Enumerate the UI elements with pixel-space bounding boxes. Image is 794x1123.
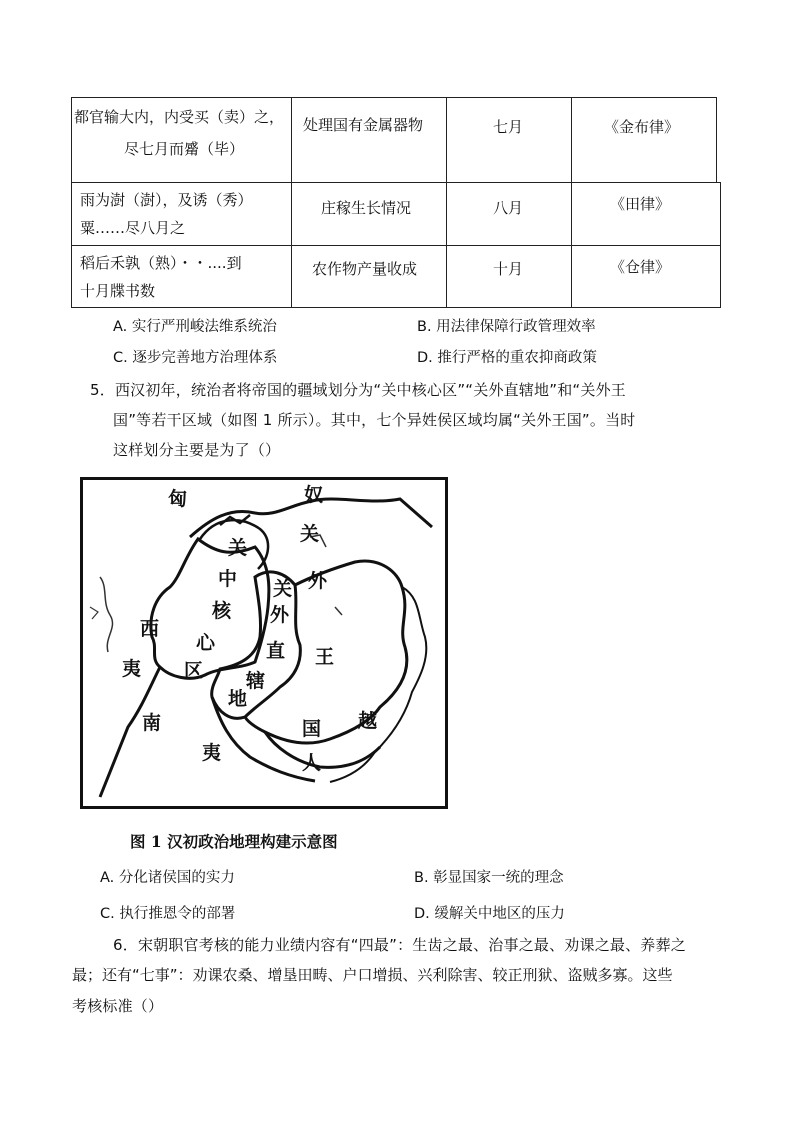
row-2-month-text: 八月	[493, 199, 524, 217]
q6-line-2: 最；还有“七事”：劝课农桑、增垦田畴、户口增损、兴利除害、较正刑狱、盗贼多寡。这些	[72, 966, 673, 984]
row-1-content-text: 处理国有金属器物	[303, 116, 424, 134]
table-row-2-law	[571, 182, 721, 246]
row-1-text-line-1: 都官输大内，内受买（卖）之，	[74, 108, 285, 126]
q4-option-c: C. 逐步完善地方治理体系	[113, 350, 278, 366]
map-label-xiyi-1: 西	[140, 618, 160, 640]
map-label-yue-2: 人	[302, 752, 322, 774]
han-political-map	[80, 477, 448, 809]
q5-line-3: 这样划分主要是为了（）	[113, 441, 281, 459]
map-label-nanyi-2: 夷	[202, 742, 222, 764]
map-label-guanwai-direct-2: 外	[270, 604, 290, 626]
map-label-guanwai-kingdoms-3: 王	[315, 646, 335, 668]
table-row-1-law	[571, 97, 717, 183]
q4-option-d: D. 推行严格的重农抑商政策	[417, 350, 597, 366]
map-label-yue-1: 越	[358, 710, 378, 732]
map-label-guanwai-kingdoms-2: 外	[308, 570, 328, 592]
map-label-xiongnu-2: 奴	[304, 484, 324, 506]
map-label-xiyi-2: 夷	[122, 658, 142, 680]
q4-option-b: B. 用法律保障行政管理效率	[417, 319, 596, 335]
q5-option-a: A. 分化诸侯国的实力	[100, 870, 235, 886]
q5-option-d: D. 缓解关中地区的压力	[414, 906, 565, 922]
map-label-guanzhong-1: 关	[228, 537, 248, 559]
row-2-text-line-2: 粟……尽八月之	[80, 219, 186, 237]
q5-line-1: 5．西汉初年，统治者将帝国的疆域划分为“关中核心区”“关外直辖地”和“关外王	[90, 381, 627, 399]
map-caption: 图 1 汉初政治地理构建示意图	[130, 832, 338, 851]
row-1-law-text: 《金布律》	[604, 118, 680, 136]
table-row-3-content	[291, 245, 447, 308]
q5-option-c: C. 执行推恩令的部署	[100, 906, 236, 922]
table-row-1-month	[446, 97, 572, 183]
row-1-month-text: 七月	[493, 118, 524, 136]
q6-line-3: 考核标准（）	[72, 997, 164, 1015]
map-label-guanzhong-2: 中	[218, 568, 238, 590]
table-row-2-content	[291, 182, 447, 246]
map-label-nanyi-1: 南	[142, 712, 162, 734]
table-row-3-text	[71, 245, 292, 308]
row-3-text-line-2: 十月牒书数	[80, 282, 156, 300]
map-label-guanwai-direct-1: 关	[273, 578, 293, 600]
map-label-guanwai-kingdoms-1: 关	[300, 523, 320, 545]
map-label-guanwai-kingdoms-4: 国	[302, 718, 322, 740]
table-row-3-law	[571, 245, 721, 308]
map-border	[82, 479, 447, 808]
table-row-1-content	[291, 97, 447, 183]
q4-option-a: A. 实行严刑峻法维系统治	[113, 319, 277, 335]
map-label-guanwai-direct-5: 地	[228, 688, 248, 710]
row-2-content-text: 庄稼生长情况	[321, 199, 412, 217]
map-label-guanwai-direct-4: 辖	[246, 670, 266, 692]
table-row-1-text	[71, 97, 292, 183]
map-label-guanzhong-4: 心	[196, 632, 216, 654]
row-1-text-line-2: 尽七月而觱（毕）	[124, 140, 245, 158]
map-label-guanzhong-5: 区	[184, 660, 204, 682]
map-svg	[80, 477, 448, 809]
table-row-2-month	[446, 182, 572, 246]
table-row-3-month	[446, 245, 572, 308]
row-3-law-text: 《仓律》	[610, 258, 671, 276]
map-label-guanzhong-3: 核	[212, 600, 232, 622]
row-3-month-text: 十月	[493, 260, 524, 278]
map-label-guanwai-direct-3: 直	[266, 640, 286, 662]
q5-option-b: B. 彰显国家一统的理念	[414, 870, 564, 886]
row-3-text-line-1: 稻后禾孰（熟）・・....到	[80, 254, 242, 272]
q6-line-1: 6．宋朝职官考核的能力业绩内容有“四最”：生齿之最、治事之最、劝课之最、养葬之	[113, 936, 686, 954]
row-2-law-text: 《田律》	[610, 195, 671, 213]
row-2-text-line-1: 雨为澍（澍），及诱（秀）	[80, 191, 253, 209]
table-row-2-text	[71, 182, 292, 246]
q5-line-2: 国”等若干区域（如图 1 所示）。其中，七个异姓侯区域均属“关外王国”。当时	[113, 411, 636, 429]
map-label-xiongnu-1: 匈	[168, 488, 188, 510]
row-3-content-text: 农作物产量收成	[312, 260, 418, 278]
